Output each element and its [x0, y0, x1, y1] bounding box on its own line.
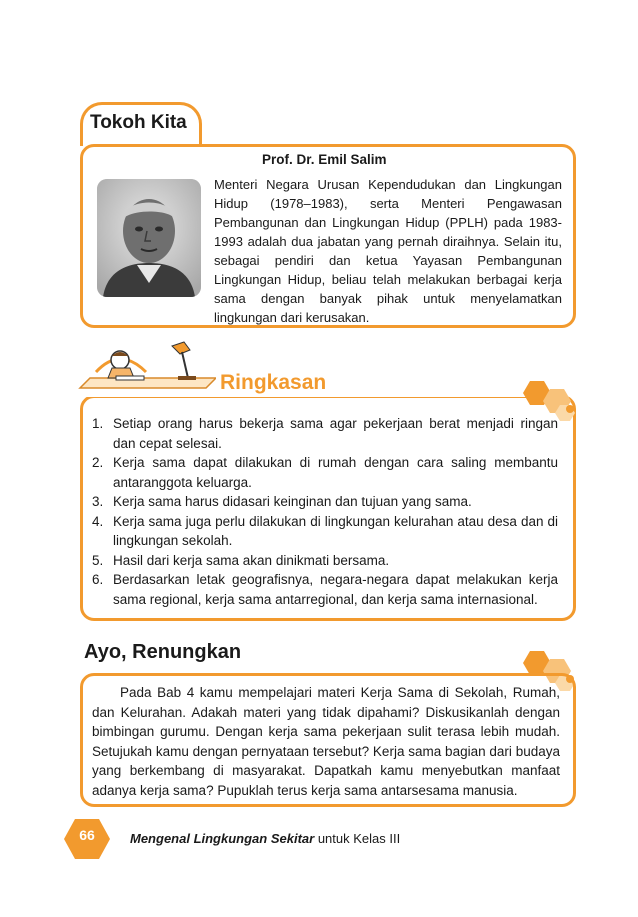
list-number: 3.	[92, 494, 104, 509]
list-text: Berdasarkan letak geografisnya, negara-negara dapat melakukan kerja sama regional, kerja sama antarregional, dan kerja sama internasional.	[113, 572, 558, 607]
portrait-photo-graphic	[97, 179, 201, 297]
list-text: Kerja sama juga perlu dilakukan di lingkungan kelurahan atau desa dan di lingkungan sekolah.	[113, 513, 558, 548]
student-studying-illustration	[76, 338, 216, 394]
ringkasan-list	[92, 414, 558, 609]
book-title-suffix: untuk Kelas III	[314, 831, 401, 846]
list-item	[92, 512, 558, 551]
list-item	[92, 453, 558, 492]
list-item	[92, 570, 558, 609]
list-text: Setiap orang harus bekerja sama agar pekerjaan berat menjadi ringan dan cepat selesai.	[113, 416, 558, 451]
list-number: 6.	[92, 572, 104, 587]
list-item	[92, 414, 558, 453]
tokoh-description: Menteri Negara Urusan Kependudukan dan Lingkungan Hidup (1978–1983), serta Menteri Pengawasan Pembangunan dan Lingkungan Hidup (PPLH) pada 1983-1993 adalah dua jabatan yang pernah diraihnya. Selain itu, sebagai pendiri dan ketua Yayasan Pembangunan Lingkungan Hidup, beliau telah melakukan berbagai kerja sama dengan banyak pihak untuk menyelamatkan lingkungan dari kerusakan.	[214, 177, 562, 325]
footer-book-title	[130, 831, 400, 846]
page-number: 66	[79, 827, 95, 843]
ayo-renungkan-text: Pada Bab 4 kamu mempelajari materi Kerja Sama di Sekolah, Rumah, dan Kelurahan. Adakah materi yang tidak dipahami? Diskusikanlah dengan bimbingan gurumu. Dengan kerja sama pekerjaan sulit terasa lebih mudah. Setujukah kamu dengan pernyataan tersebut? Kerja sama bagian dari budaya yang berkembang di masyarakat. Dapatkah kamu menyebutkan manfaat adanya kerja sama? Pupuklah terus kerja sama antarsesama manusia.	[92, 685, 560, 798]
list-text: Kerja sama dapat dilakukan di rumah dengan cara saling membantu antaranggota keluarga.	[113, 455, 558, 490]
list-item	[92, 492, 558, 512]
tokoh-name: Prof. Dr. Emil Salim	[262, 152, 387, 167]
tokoh-kita-heading: Tokoh Kita	[90, 112, 187, 133]
list-number: 2.	[92, 455, 104, 470]
book-title: Mengenal Lingkungan Sekitar	[130, 831, 315, 846]
list-number: 4.	[92, 513, 104, 529]
list-text: Hasil dari kerja sama akan dinikmati bersama.	[113, 552, 390, 568]
list-item	[92, 551, 558, 571]
list-number: 1.	[92, 416, 104, 431]
ayo-renungkan-heading: Ayo, Renungkan	[84, 641, 242, 663]
list-text: Kerja sama harus didasari keinginan dan tujuan yang sama.	[113, 494, 472, 509]
ringkasan-heading: Ringkasan	[220, 371, 327, 394]
portrait-photo	[97, 179, 201, 297]
list-number: 5.	[92, 552, 104, 568]
